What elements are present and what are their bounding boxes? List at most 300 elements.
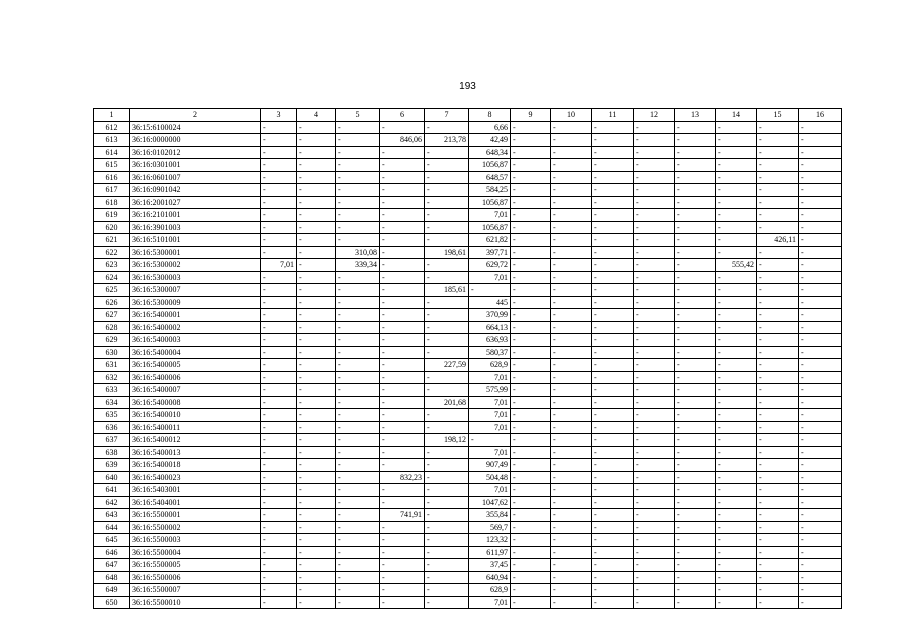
- value-cell: -: [511, 209, 551, 222]
- cadastral-number-cell: 36:16:5400001: [130, 309, 261, 322]
- value-cell: -: [675, 134, 716, 147]
- value-cell: -: [511, 359, 551, 372]
- value-cell: -: [336, 409, 380, 422]
- value-cell: -: [511, 171, 551, 184]
- cadastral-number-cell: 36:16:5400003: [130, 334, 261, 347]
- cadastral-number-cell: 36:16:5101001: [130, 234, 261, 247]
- value-cell: -: [261, 134, 297, 147]
- table-row: [94, 559, 842, 572]
- value-cell: -: [425, 146, 469, 159]
- value-cell: -: [757, 409, 799, 422]
- value-cell: -: [297, 534, 336, 547]
- table-row: [94, 346, 842, 359]
- value-cell: -: [634, 571, 675, 584]
- value-cell: -: [380, 446, 425, 459]
- value-cell: 832,23: [380, 471, 425, 484]
- value-cell: -: [799, 459, 842, 472]
- value-cell: -: [757, 221, 799, 234]
- value-cell: -: [511, 259, 551, 272]
- header-cell: 9: [511, 109, 551, 122]
- value-cell: 355,84: [469, 509, 511, 522]
- value-cell: -: [634, 359, 675, 372]
- value-cell: -: [675, 409, 716, 422]
- value-cell: -: [757, 259, 799, 272]
- value-cell: -: [799, 496, 842, 509]
- value-cell: -: [261, 509, 297, 522]
- value-cell: 7,01: [469, 484, 511, 497]
- value-cell: -: [634, 584, 675, 597]
- value-cell: -: [757, 534, 799, 547]
- value-cell: -: [716, 421, 757, 434]
- value-cell: 580,37: [469, 346, 511, 359]
- value-cell: 569,7: [469, 521, 511, 534]
- value-cell: 628,9: [469, 359, 511, 372]
- value-cell: -: [425, 221, 469, 234]
- value-cell: -: [425, 459, 469, 472]
- value-cell: 227,59: [425, 359, 469, 372]
- row-number-cell: 615: [94, 159, 130, 172]
- value-cell: -: [592, 296, 634, 309]
- value-cell: -: [261, 271, 297, 284]
- value-cell: -: [336, 296, 380, 309]
- value-cell: -: [425, 546, 469, 559]
- value-cell: -: [336, 546, 380, 559]
- value-cell: -: [336, 284, 380, 297]
- row-number-cell: 623: [94, 259, 130, 272]
- value-cell: -: [716, 396, 757, 409]
- header-cell: 1: [94, 109, 130, 122]
- value-cell: -: [592, 284, 634, 297]
- value-cell: -: [511, 134, 551, 147]
- cadastral-number-cell: 36:16:5400006: [130, 371, 261, 384]
- value-cell: -: [297, 246, 336, 259]
- value-cell: -: [380, 321, 425, 334]
- value-cell: -: [592, 184, 634, 197]
- value-cell: -: [716, 434, 757, 447]
- value-cell: 123,32: [469, 534, 511, 547]
- row-number-cell: 640: [94, 471, 130, 484]
- value-cell: -: [592, 246, 634, 259]
- value-cell: -: [380, 371, 425, 384]
- row-number-cell: 624: [94, 271, 130, 284]
- cadastral-number-cell: 36:16:0601007: [130, 171, 261, 184]
- header-cell: 4: [297, 109, 336, 122]
- value-cell: -: [716, 471, 757, 484]
- value-cell: -: [380, 409, 425, 422]
- value-cell: -: [297, 409, 336, 422]
- value-cell: -: [469, 434, 511, 447]
- value-cell: -: [799, 296, 842, 309]
- value-cell: -: [757, 159, 799, 172]
- value-cell: -: [799, 271, 842, 284]
- row-number-cell: 618: [94, 196, 130, 209]
- header-cell: 8: [469, 109, 511, 122]
- header-cell: 2: [130, 109, 261, 122]
- value-cell: -: [380, 434, 425, 447]
- value-cell: -: [757, 321, 799, 334]
- value-cell: 201,68: [425, 396, 469, 409]
- value-cell: -: [716, 146, 757, 159]
- value-cell: -: [592, 309, 634, 322]
- value-cell: -: [675, 146, 716, 159]
- value-cell: -: [425, 234, 469, 247]
- value-cell: -: [675, 559, 716, 572]
- value-cell: -: [675, 259, 716, 272]
- value-cell: -: [297, 471, 336, 484]
- row-number-cell: 650: [94, 596, 130, 609]
- value-cell: 648,34: [469, 146, 511, 159]
- value-cell: -: [425, 171, 469, 184]
- value-cell: -: [336, 234, 380, 247]
- value-cell: -: [380, 559, 425, 572]
- value-cell: -: [261, 321, 297, 334]
- value-cell: -: [336, 384, 380, 397]
- header-cell: 3: [261, 109, 297, 122]
- value-cell: -: [757, 146, 799, 159]
- value-cell: -: [675, 159, 716, 172]
- value-cell: -: [380, 171, 425, 184]
- value-cell: -: [592, 121, 634, 134]
- value-cell: -: [511, 459, 551, 472]
- value-cell: -: [799, 359, 842, 372]
- value-cell: -: [799, 546, 842, 559]
- value-cell: -: [716, 596, 757, 609]
- value-cell: -: [336, 209, 380, 222]
- value-cell: -: [757, 509, 799, 522]
- value-cell: -: [757, 434, 799, 447]
- value-cell: -: [551, 521, 592, 534]
- value-cell: 7,01: [469, 421, 511, 434]
- value-cell: -: [634, 559, 675, 572]
- value-cell: -: [380, 546, 425, 559]
- value-cell: 445: [469, 296, 511, 309]
- row-number-cell: 638: [94, 446, 130, 459]
- value-cell: -: [380, 184, 425, 197]
- value-cell: -: [675, 221, 716, 234]
- value-cell: -: [297, 334, 336, 347]
- row-number-cell: 612: [94, 121, 130, 134]
- value-cell: -: [297, 571, 336, 584]
- value-cell: -: [757, 459, 799, 472]
- value-cell: -: [551, 459, 592, 472]
- row-number-cell: 628: [94, 321, 130, 334]
- value-cell: -: [297, 509, 336, 522]
- value-cell: -: [592, 196, 634, 209]
- value-cell: -: [675, 321, 716, 334]
- value-cell: -: [634, 284, 675, 297]
- row-number-cell: 629: [94, 334, 130, 347]
- value-cell: -: [551, 559, 592, 572]
- value-cell: -: [261, 196, 297, 209]
- table-row: [94, 146, 842, 159]
- value-cell: -: [336, 446, 380, 459]
- value-cell: -: [336, 421, 380, 434]
- value-cell: 575,99: [469, 384, 511, 397]
- value-cell: -: [336, 221, 380, 234]
- value-cell: -: [511, 384, 551, 397]
- value-cell: -: [511, 409, 551, 422]
- value-cell: -: [261, 584, 297, 597]
- cadastral-number-cell: 36:16:2101001: [130, 209, 261, 222]
- row-number-cell: 632: [94, 371, 130, 384]
- cadastral-number-cell: 36:16:5400004: [130, 346, 261, 359]
- value-cell: -: [592, 221, 634, 234]
- value-cell: -: [261, 409, 297, 422]
- cadastral-number-cell: 36:16:5400013: [130, 446, 261, 459]
- value-cell: -: [425, 584, 469, 597]
- value-cell: -: [716, 459, 757, 472]
- table-row: [94, 159, 842, 172]
- row-number-cell: 630: [94, 346, 130, 359]
- value-cell: 648,57: [469, 171, 511, 184]
- value-cell: -: [551, 546, 592, 559]
- header-cell: 6: [380, 109, 425, 122]
- value-cell: -: [511, 534, 551, 547]
- value-cell: 7,01: [469, 596, 511, 609]
- row-number-cell: 621: [94, 234, 130, 247]
- value-cell: -: [757, 284, 799, 297]
- value-cell: -: [511, 571, 551, 584]
- value-cell: -: [380, 259, 425, 272]
- value-cell: -: [297, 459, 336, 472]
- value-cell: -: [757, 134, 799, 147]
- value-cell: -: [799, 184, 842, 197]
- value-cell: -: [297, 321, 336, 334]
- value-cell: -: [551, 471, 592, 484]
- value-cell: -: [261, 159, 297, 172]
- value-cell: -: [380, 484, 425, 497]
- value-cell: 198,12: [425, 434, 469, 447]
- row-number-cell: 636: [94, 421, 130, 434]
- cadastral-number-cell: 36:16:5400023: [130, 471, 261, 484]
- value-cell: -: [511, 196, 551, 209]
- value-cell: -: [551, 571, 592, 584]
- value-cell: -: [716, 171, 757, 184]
- value-cell: -: [425, 121, 469, 134]
- table-row: [94, 596, 842, 609]
- value-cell: -: [380, 396, 425, 409]
- value-cell: -: [380, 309, 425, 322]
- table-row: [94, 271, 842, 284]
- value-cell: -: [551, 534, 592, 547]
- value-cell: -: [336, 359, 380, 372]
- value-cell: -: [551, 209, 592, 222]
- value-cell: -: [716, 346, 757, 359]
- value-cell: -: [675, 196, 716, 209]
- value-cell: -: [716, 321, 757, 334]
- value-cell: -: [634, 434, 675, 447]
- value-cell: -: [380, 246, 425, 259]
- value-cell: -: [261, 334, 297, 347]
- value-cell: -: [592, 471, 634, 484]
- value-cell: -: [799, 471, 842, 484]
- value-cell: -: [716, 121, 757, 134]
- cadastral-number-cell: 36:16:5400005: [130, 359, 261, 372]
- value-cell: -: [336, 146, 380, 159]
- value-cell: -: [380, 209, 425, 222]
- value-cell: -: [261, 421, 297, 434]
- value-cell: -: [675, 334, 716, 347]
- value-cell: -: [757, 346, 799, 359]
- value-cell: -: [261, 121, 297, 134]
- row-number-cell: 637: [94, 434, 130, 447]
- value-cell: -: [592, 496, 634, 509]
- table-row: [94, 396, 842, 409]
- value-cell: -: [261, 309, 297, 322]
- table-row: [94, 259, 842, 272]
- value-cell: -: [336, 596, 380, 609]
- value-cell: -: [592, 521, 634, 534]
- row-number-cell: 626: [94, 296, 130, 309]
- value-cell: -: [261, 221, 297, 234]
- value-cell: -: [336, 509, 380, 522]
- value-cell: 370,99: [469, 309, 511, 322]
- value-cell: -: [634, 259, 675, 272]
- value-cell: -: [675, 121, 716, 134]
- value-cell: -: [799, 221, 842, 234]
- value-cell: 636,93: [469, 334, 511, 347]
- value-cell: -: [757, 446, 799, 459]
- value-cell: -: [511, 471, 551, 484]
- value-cell: -: [675, 271, 716, 284]
- value-cell: -: [592, 259, 634, 272]
- value-cell: -: [592, 459, 634, 472]
- table-row: [94, 209, 842, 222]
- value-cell: -: [380, 221, 425, 234]
- value-cell: -: [592, 509, 634, 522]
- value-cell: -: [716, 309, 757, 322]
- value-cell: -: [297, 209, 336, 222]
- value-cell: -: [716, 584, 757, 597]
- value-cell: -: [261, 596, 297, 609]
- row-number-cell: 643: [94, 509, 130, 522]
- value-cell: -: [675, 484, 716, 497]
- value-cell: -: [634, 146, 675, 159]
- value-cell: -: [799, 446, 842, 459]
- value-cell: -: [592, 234, 634, 247]
- value-cell: -: [380, 421, 425, 434]
- value-cell: -: [634, 459, 675, 472]
- cadastral-number-cell: 36:16:5400018: [130, 459, 261, 472]
- value-cell: 1056,87: [469, 221, 511, 234]
- value-cell: 397,71: [469, 246, 511, 259]
- value-cell: -: [425, 521, 469, 534]
- value-cell: -: [634, 521, 675, 534]
- value-cell: -: [716, 296, 757, 309]
- value-cell: -: [675, 309, 716, 322]
- value-cell: -: [551, 446, 592, 459]
- value-cell: -: [716, 371, 757, 384]
- value-cell: -: [380, 346, 425, 359]
- cadastral-number-cell: 36:16:5404001: [130, 496, 261, 509]
- row-number-cell: 639: [94, 459, 130, 472]
- value-cell: 640,94: [469, 571, 511, 584]
- value-cell: -: [336, 521, 380, 534]
- value-cell: -: [261, 346, 297, 359]
- value-cell: -: [757, 309, 799, 322]
- value-cell: -: [297, 284, 336, 297]
- value-cell: -: [261, 471, 297, 484]
- value-cell: -: [551, 246, 592, 259]
- value-cell: -: [675, 184, 716, 197]
- value-cell: -: [551, 484, 592, 497]
- value-cell: -: [592, 371, 634, 384]
- value-cell: -: [551, 121, 592, 134]
- value-cell: -: [757, 496, 799, 509]
- value-cell: -: [716, 446, 757, 459]
- table-row: [94, 221, 842, 234]
- cadastral-number-cell: 36:16:5300007: [130, 284, 261, 297]
- value-cell: 621,82: [469, 234, 511, 247]
- value-cell: -: [336, 171, 380, 184]
- value-cell: -: [634, 509, 675, 522]
- table-row: [94, 546, 842, 559]
- row-number-cell: 645: [94, 534, 130, 547]
- header-cell: 7: [425, 109, 469, 122]
- data-table: [93, 108, 842, 609]
- value-cell: 213,78: [425, 134, 469, 147]
- value-cell: -: [634, 496, 675, 509]
- value-cell: -: [297, 346, 336, 359]
- value-cell: -: [592, 421, 634, 434]
- value-cell: -: [592, 321, 634, 334]
- value-cell: -: [592, 409, 634, 422]
- cadastral-number-cell: 36:16:5500010: [130, 596, 261, 609]
- value-cell: -: [799, 434, 842, 447]
- value-cell: -: [592, 334, 634, 347]
- value-cell: 907,49: [469, 459, 511, 472]
- value-cell: -: [592, 171, 634, 184]
- value-cell: -: [592, 396, 634, 409]
- value-cell: -: [799, 159, 842, 172]
- value-cell: -: [634, 396, 675, 409]
- value-cell: -: [297, 584, 336, 597]
- value-cell: 504,48: [469, 471, 511, 484]
- value-cell: -: [511, 184, 551, 197]
- value-cell: -: [261, 146, 297, 159]
- row-number-cell: 633: [94, 384, 130, 397]
- value-cell: -: [757, 121, 799, 134]
- cadastral-number-cell: 36:16:5500007: [130, 584, 261, 597]
- value-cell: -: [716, 484, 757, 497]
- value-cell: -: [261, 296, 297, 309]
- value-cell: -: [297, 296, 336, 309]
- value-cell: -: [511, 234, 551, 247]
- value-cell: -: [592, 584, 634, 597]
- cadastral-number-cell: 36:16:5400010: [130, 409, 261, 422]
- value-cell: -: [380, 496, 425, 509]
- header-cell: 12: [634, 109, 675, 122]
- value-cell: -: [799, 209, 842, 222]
- value-cell: -: [380, 596, 425, 609]
- cadastral-number-cell: 36:16:0000000: [130, 134, 261, 147]
- row-number-cell: 625: [94, 284, 130, 297]
- cadastral-number-cell: 36:16:5500002: [130, 521, 261, 534]
- value-cell: -: [592, 146, 634, 159]
- value-cell: 7,01: [469, 409, 511, 422]
- value-cell: -: [336, 471, 380, 484]
- value-cell: -: [757, 396, 799, 409]
- row-number-cell: 631: [94, 359, 130, 372]
- value-cell: -: [380, 584, 425, 597]
- value-cell: -: [297, 484, 336, 497]
- value-cell: -: [592, 271, 634, 284]
- table-row: [94, 571, 842, 584]
- row-number-cell: 627: [94, 309, 130, 322]
- value-cell: -: [757, 584, 799, 597]
- value-cell: -: [336, 134, 380, 147]
- value-cell: -: [551, 159, 592, 172]
